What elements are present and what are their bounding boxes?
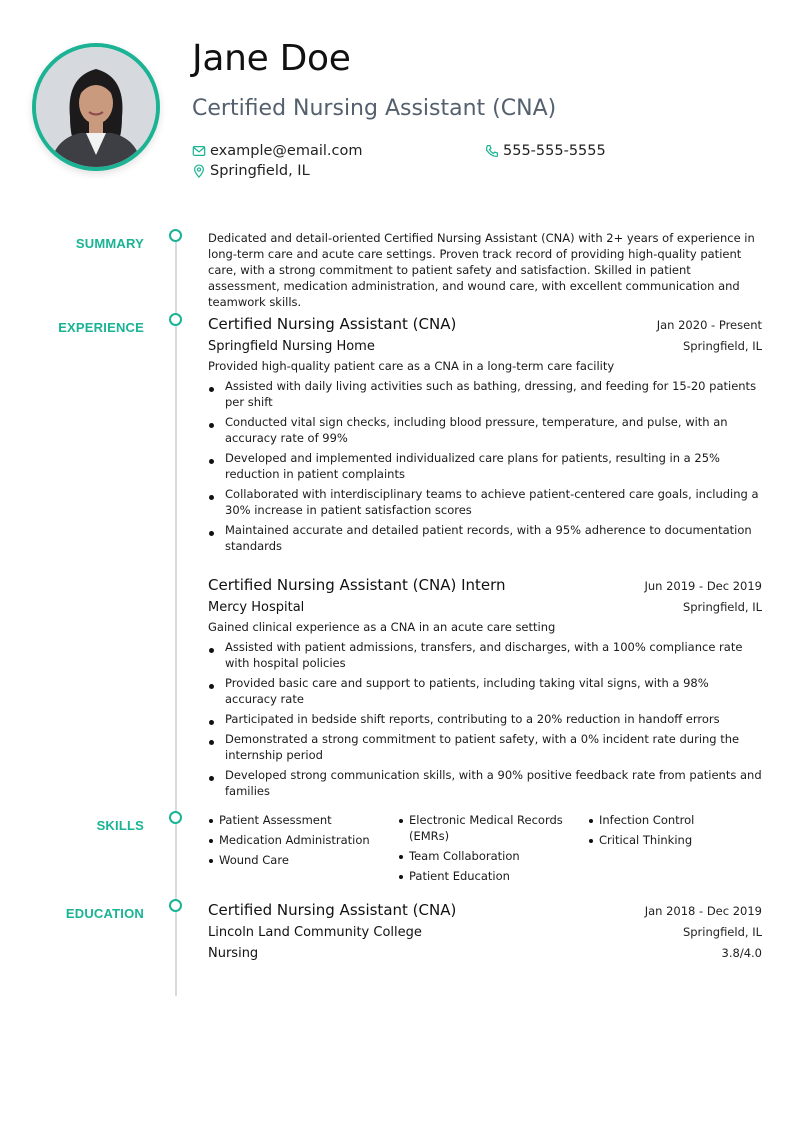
timeline-line	[175, 236, 177, 996]
map-pin-icon	[192, 164, 206, 178]
job-title: Certified Nursing Assistant (CNA)	[208, 315, 457, 333]
phone-contact[interactable]	[485, 143, 606, 159]
summary-heading: SUMMARY	[75, 236, 144, 251]
job-dates: Jan 2020 - Present	[656, 318, 762, 332]
skill-item: Patient Education	[398, 868, 588, 884]
location-contact	[192, 163, 310, 179]
candidate-name: Jane Doe	[192, 38, 351, 79]
skill-item: Patient Assessment	[208, 812, 398, 828]
job-bullet: Developed and implemented individualized care plans for patients, resulting in a 25% reduction in patient complaints	[208, 450, 762, 482]
skills-column-2	[398, 812, 588, 888]
skill-item: Infection Control	[588, 812, 762, 828]
phone-icon	[485, 144, 499, 158]
summary-text: Dedicated and detail-oriented Certified Nursing Assistant (CNA) with 2+ years of experience in long-term care and acute care settings. Proven track record of providing high-quality patient care, with a strong commitment to patient safety and satisfaction. Skilled in patient assessment, medication administration, and wound care, with excellent communication and teamwork skills.	[208, 231, 755, 309]
job-title: Certified Nursing Assistant (CNA) Intern	[208, 576, 506, 594]
email-text[interactable]: example@email.com	[210, 143, 363, 159]
experience-heading: EXPERIENCE	[58, 320, 144, 335]
job-bullet: Maintained accurate and detailed patient records, with a 95% adherence to documentation standards	[208, 522, 762, 554]
employer-name: Springfield Nursing Home	[208, 339, 375, 354]
education-timeline-dot	[169, 899, 182, 912]
school-location: Springfield, IL	[682, 925, 762, 939]
email-contact[interactable]	[192, 143, 362, 159]
gpa: 3.8/4.0	[721, 946, 762, 960]
skills-list	[208, 812, 762, 888]
candidate-title: Certified Nursing Assistant (CNA)	[192, 96, 557, 121]
skills-timeline-dot	[169, 811, 182, 824]
job-dates: Jun 2019 - Dec 2019	[644, 579, 762, 593]
skills-heading: SKILLS	[96, 818, 144, 833]
job-bullet: Developed strong communication skills, with a 90% positive feedback rate from patients and families	[208, 767, 762, 799]
skill-item: Team Collaboration	[398, 848, 588, 864]
job-bullet: Assisted with patient admissions, transfers, and discharges, with a 100% compliance rate with hospital policies	[208, 639, 762, 671]
experience-entry-1	[208, 315, 762, 558]
skills-column-3	[588, 812, 762, 888]
employer-location: Springfield, IL	[682, 339, 762, 353]
job-bullet: Participated in bedside shift reports, contributing to a 20% reduction in handoff errors	[208, 711, 762, 727]
skill-item: Electronic Medical Records (EMRs)	[398, 812, 588, 844]
job-bullet: Provided basic care and support to patients, including taking vital signs, with a 98% accuracy rate	[208, 675, 762, 707]
job-bullet: Assisted with daily living activities such as bathing, dressing, and feeding for 15-20 patients per shift	[208, 378, 762, 410]
education-dates: Jan 2018 - Dec 2019	[644, 904, 762, 918]
school-name: Lincoln Land Community College	[208, 925, 422, 940]
education-heading: EDUCATION	[65, 906, 144, 921]
education-entry	[208, 901, 762, 961]
job-bullet: Conducted vital sign checks, including blood pressure, temperature, and pulse, with an accuracy rate of 99%	[208, 414, 762, 446]
employer-location: Springfield, IL	[682, 600, 762, 614]
location-text: Springfield, IL	[210, 163, 310, 179]
mail-icon	[192, 144, 206, 158]
job-bullet: Collaborated with interdisciplinary teams to achieve patient-centered care goals, including a 30% increase in patient satisfaction scores	[208, 486, 762, 518]
experience-entry-2	[208, 576, 762, 803]
degree-title: Certified Nursing Assistant (CNA)	[208, 901, 457, 919]
job-description: Provided high-quality patient care as a CNA in a long-term care facility	[208, 359, 615, 373]
job-bullet: Demonstrated a strong commitment to patient safety, with a 0% incident rate during the internship period	[208, 731, 762, 763]
field-of-study: Nursing	[208, 946, 259, 961]
skill-item: Critical Thinking	[588, 832, 762, 848]
summary-timeline-dot	[169, 229, 182, 242]
skills-column-1	[208, 812, 398, 888]
skill-item: Medication Administration	[208, 832, 398, 848]
profile-photo-image	[36, 47, 156, 167]
job-description: Gained clinical experience as a CNA in an acute care setting	[208, 620, 556, 634]
employer-name: Mercy Hospital	[208, 600, 305, 615]
profile-photo	[32, 43, 160, 171]
skill-item: Wound Care	[208, 852, 398, 868]
phone-text[interactable]: 555-555-5555	[503, 143, 606, 159]
experience-timeline-dot	[169, 313, 182, 326]
